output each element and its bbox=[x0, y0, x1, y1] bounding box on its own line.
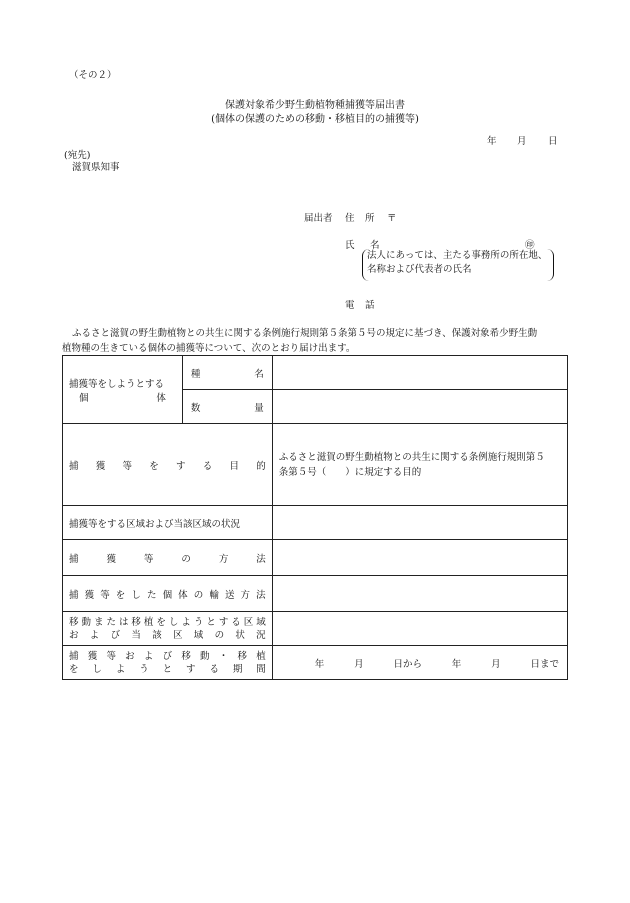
body-text-line1: ふるさと滋賀の野生動植物との共生に関する条例施行規則第５条第５号の規定に基づき、保護対象希少野生動 bbox=[72, 328, 538, 339]
transport-method-field[interactable] bbox=[272, 576, 567, 612]
corporate-note-line2: 名称および代表者の氏名 bbox=[367, 264, 472, 275]
table-row bbox=[63, 356, 568, 390]
table-row bbox=[63, 540, 568, 576]
period-label-cell: 捕 獲 等 お よ び 移 動 ・ 移 植 を し よ う と す る 期 間 bbox=[63, 646, 273, 680]
relocation-area-label-cell: 移 動 ま た は 移 植 を し よ う と す る 区 域 お よ び 当 該 区 域 の 状 況 bbox=[63, 612, 273, 646]
period-field[interactable]: 年 月 日から 年 月 日まで bbox=[272, 646, 567, 680]
body-text-line2: 植物種の生きている個体の捕獲等について、次のとおり届け出ます。 bbox=[62, 343, 356, 354]
date-year-label: 年 bbox=[487, 136, 497, 147]
address-label-1: 住 bbox=[345, 213, 355, 224]
species-name-field[interactable] bbox=[272, 356, 567, 390]
phone-label-2: 話 bbox=[365, 300, 375, 311]
capture-area-label-cell bbox=[63, 506, 273, 540]
date-day-label: 日 bbox=[548, 136, 558, 147]
addressee: 滋賀県知事 bbox=[72, 162, 120, 173]
species-name-label-cell: 種 名 bbox=[182, 356, 272, 390]
address-label-2: 所 bbox=[365, 213, 375, 224]
capture-area-label: 捕獲等をする区域および当該区域の状況 bbox=[69, 518, 241, 530]
document-title: 保護対象希少野生動植物種捕獲等届出書 bbox=[225, 100, 405, 111]
capture-method-label-cell: 捕 獲 等 の 方 法 bbox=[63, 540, 273, 576]
table-row bbox=[63, 576, 568, 612]
document-subtitle: (個体の保護のための移動・移植目的の捕獲等) bbox=[211, 114, 419, 125]
postal-mark: 〒 bbox=[387, 213, 397, 224]
name-label-1: 氏 bbox=[345, 240, 355, 251]
table-row bbox=[63, 424, 568, 506]
purpose-text-line2: 条第５号（ ）に規定する目的 bbox=[278, 466, 422, 478]
target-individual-label-cell: 捕獲等をしようとする 個 体 bbox=[63, 356, 183, 424]
notification-table bbox=[62, 355, 568, 680]
seal-mark: ㊞ bbox=[525, 240, 535, 251]
transport-method-label-cell: 捕 獲 等 を し た 個 体 の 輸 送 方 法 bbox=[63, 576, 273, 612]
notifier-label: 届出者 bbox=[304, 213, 333, 224]
table-row bbox=[63, 646, 568, 680]
addressee-label: (宛先) bbox=[64, 150, 91, 161]
relocation-area-field[interactable] bbox=[272, 612, 567, 646]
purpose-label-cell: 捕 獲 等 を す る 目 的 bbox=[63, 424, 273, 506]
form-number: （その２） bbox=[69, 70, 117, 81]
purpose-field[interactable] bbox=[272, 424, 567, 506]
table-row bbox=[63, 612, 568, 646]
purpose-text-line1: ふるさと滋賀の野生動植物との共生に関する条例施行規則第５ bbox=[278, 451, 545, 463]
corporate-note-bracket bbox=[362, 249, 554, 281]
corporate-note-line1: 法人にあっては、主たる事務所の所在地、 bbox=[367, 250, 548, 261]
capture-method-field[interactable] bbox=[272, 540, 567, 576]
table-row bbox=[63, 506, 568, 540]
quantity-label-cell: 数 量 bbox=[182, 390, 272, 424]
phone-label-1: 電 bbox=[345, 300, 355, 311]
date-month-label: 月 bbox=[517, 136, 527, 147]
quantity-field[interactable] bbox=[272, 390, 567, 424]
name-label-2: 名 bbox=[370, 240, 380, 251]
target-individual-label-line1: 捕獲等をしようとする bbox=[69, 378, 165, 390]
capture-area-field[interactable] bbox=[272, 506, 567, 540]
